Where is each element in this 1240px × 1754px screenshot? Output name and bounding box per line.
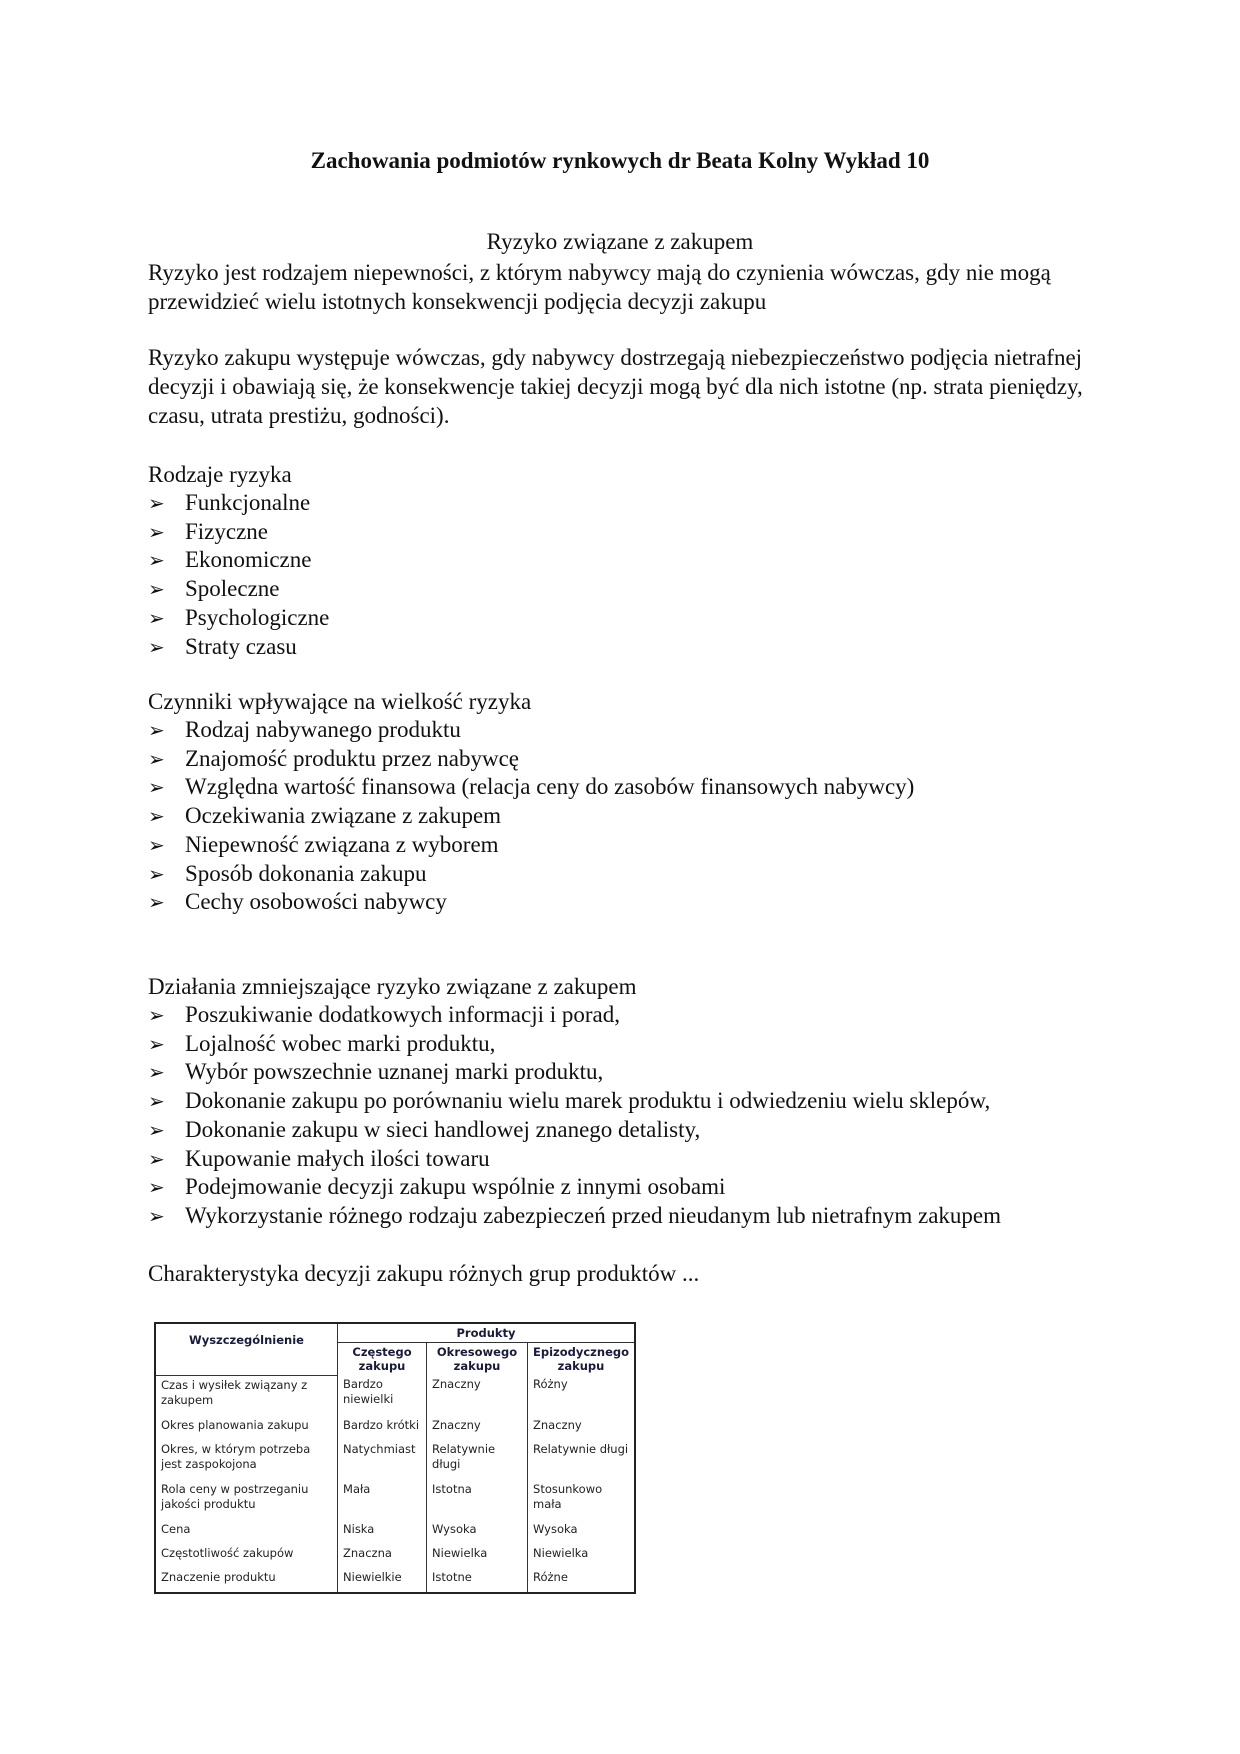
list-item (148, 489, 1098, 518)
section-risk-factors (148, 687, 1098, 917)
header-col0: Wyszczególnienie (155, 1323, 338, 1375)
list-item-text: Wykorzystanie różnego rodzaju zabezpieczeń przed nieudanym lub nietrafnym zakupem (185, 1202, 1002, 1228)
table-cell: Mała (338, 1480, 427, 1520)
table-cell: Relatywnie długi (427, 1440, 528, 1480)
arrow-bullet-icon: ➢ (148, 1089, 165, 1114)
table-cell: Relatywnie długi (528, 1440, 635, 1480)
table-row (155, 1480, 635, 1520)
table-row (155, 1416, 635, 1440)
table-cell: Bardzo niewielki (338, 1375, 427, 1416)
list-item (148, 1001, 1148, 1030)
table-cell: Znaczna (338, 1544, 427, 1568)
list-item-text: Sposób dokonania zakupu (185, 860, 427, 886)
table-cell: Niewielkie (338, 1568, 427, 1593)
list-item (148, 773, 1098, 802)
arrow-bullet-icon: ➢ (148, 1146, 165, 1171)
list-item (148, 1087, 1148, 1116)
arrow-bullet-icon: ➢ (148, 746, 165, 771)
list-item (148, 1173, 1148, 1202)
table-caption: Charakterystyka decyzji zakupu różnych grup produktów ... (148, 1261, 700, 1286)
list-item-text: Dokonanie zakupu po porównaniu wielu marek produktu i odwiedzeniu wielu sklepów, (185, 1088, 991, 1114)
paragraph-purchase-risk: Ryzyko zakupu występuje wówczas, gdy nabywcy dostrzegają niebezpieczeństwo podjęcia nietrafnej decyzji i obawiają się, że konsekwencje takiej decyzji mogą być dla nich istotne (np. strata pieniędzy, czasu, utrata prestiżu, godności). (148, 345, 1083, 428)
list-item (148, 604, 1098, 633)
list-item (148, 575, 1098, 604)
table-cell: Stosunkowo mała (528, 1480, 635, 1520)
arrow-bullet-icon: ➢ (148, 605, 165, 630)
arrow-bullet-icon: ➢ (148, 1060, 165, 1085)
section-subtitle: Ryzyko związane z zakupem (486, 229, 754, 254)
arrow-bullet-icon: ➢ (148, 491, 165, 515)
table-cell: Niewielka (427, 1544, 528, 1568)
table-cell: Znaczny (528, 1416, 635, 1440)
table-cell: Istotne (427, 1568, 528, 1593)
table-cell: Wysoka (528, 1520, 635, 1544)
row-label: Częstotliwość zakupów (161, 1545, 294, 1560)
list-item-text: Dokonanie zakupu w sieci handlowej znanego detalisty, (185, 1116, 701, 1142)
arrow-bullet-icon: ➢ (148, 775, 165, 800)
arrow-bullet-icon: ➢ (148, 804, 165, 829)
table-cell: Istotna (427, 1480, 528, 1520)
list-item-text: Oczekiwania związane z zakupem (185, 803, 502, 829)
list-item (148, 1116, 1148, 1145)
section-heading: Działania zmniejszające ryzyko związane z zakupem (148, 974, 637, 999)
list-item-text: Wybór powszechnie uznanej marki produktu, (185, 1059, 604, 1085)
header-col: Okresowego zakupu (427, 1343, 528, 1376)
arrow-bullet-icon: ➢ (148, 519, 165, 544)
list-item-text: Znajomość produktu przez nabywcę (185, 745, 520, 771)
header-group: Produkty (338, 1323, 635, 1343)
arrow-bullet-icon: ➢ (148, 890, 165, 915)
document-title: Zachowania podmiotów rynkowych dr Beata Kolny Wykład 10 (310, 148, 930, 173)
arrow-bullet-icon: ➢ (148, 1175, 165, 1200)
list-item (148, 633, 1098, 662)
list-item-text: Straty czasu (185, 633, 297, 659)
list-item (148, 1058, 1148, 1087)
section-heading: Rodzaje ryzyka (148, 462, 292, 487)
list-item (148, 518, 1098, 547)
list-item-text: Kupowanie małych ilości towaru (185, 1145, 490, 1171)
list-item-text: Ekonomiczne (185, 547, 312, 573)
row-label: Cena (161, 1521, 191, 1536)
list-item (148, 745, 1098, 774)
section-risk-types (148, 460, 1098, 661)
table-row (155, 1568, 635, 1593)
section-heading: Czynniki wpływające na wielkość ryzyka (148, 689, 532, 714)
arrow-bullet-icon: ➢ (148, 1117, 165, 1142)
header-col: Epizodycznego zakupu (528, 1343, 635, 1376)
row-label: Okres planowania zakupu (161, 1417, 309, 1432)
arrow-bullet-icon: ➢ (148, 832, 165, 857)
arrow-bullet-icon: ➢ (148, 634, 165, 659)
list-item (148, 1145, 1148, 1174)
list-item (148, 1030, 1148, 1059)
table-cell: Znaczny (427, 1375, 528, 1416)
list-item (148, 802, 1098, 831)
list-item-text: Rodzaj nabywanego produktu (185, 717, 461, 742)
list-item-text: Cechy osobowości nabywcy (185, 889, 447, 915)
row-label: Rola ceny w postrzeganiu jakości produktu (161, 1481, 309, 1511)
row-label: Okres, w którym potrzeba jest zaspokojona (161, 1441, 311, 1471)
arrow-bullet-icon: ➢ (148, 577, 165, 602)
table-row (155, 1520, 635, 1544)
list-item-text: Poszukiwanie dodatkowych informacji i porad, (185, 1002, 620, 1027)
list-item (148, 888, 1098, 917)
list-item-text: Podejmowanie decyzji zakupu wspólnie z innymi osobami (185, 1174, 726, 1200)
section-risk-reduction (148, 972, 1148, 1231)
list-item-text: Spoleczne (185, 576, 280, 602)
list-item-text: Względna wartość finansowa (relacja ceny do zasobów finansowych nabywcy) (185, 774, 915, 800)
list-item-text: Niepewność związana z wyborem (185, 831, 499, 857)
table-cell: Niska (338, 1520, 427, 1544)
table-cell: Wysoka (427, 1520, 528, 1544)
arrow-bullet-icon: ➢ (148, 548, 165, 573)
list-item (148, 716, 1098, 745)
row-label: Czas i wysiłek związany z zakupem (161, 1377, 308, 1407)
list-item (148, 546, 1098, 575)
table-cell: Niewielka (528, 1544, 635, 1568)
list-item-text: Funkcjonalne (185, 490, 311, 515)
table-cell: Natychmiast (338, 1440, 427, 1480)
list-item-text: Fizyczne (185, 518, 269, 544)
arrow-bullet-icon: ➢ (148, 1203, 165, 1228)
list-item (148, 1202, 1148, 1231)
list-item-text: Lojalność wobec marki produktu, (185, 1030, 496, 1056)
table-cell: Różny (528, 1375, 635, 1416)
arrow-bullet-icon: ➢ (148, 718, 165, 742)
arrow-bullet-icon: ➢ (148, 1003, 165, 1027)
arrow-bullet-icon: ➢ (148, 861, 165, 886)
table-row (155, 1375, 635, 1416)
table-row (155, 1440, 635, 1480)
table-cell: Różne (528, 1568, 635, 1593)
header-col: Częstego zakupu (338, 1343, 427, 1376)
table-cell: Znaczny (427, 1416, 528, 1440)
list-item (148, 860, 1098, 889)
table-cell: Bardzo krótki (338, 1416, 427, 1440)
list-item (148, 831, 1098, 860)
list-item-text: Psychologiczne (185, 604, 330, 630)
purchase-decision-table (154, 1322, 636, 1594)
paragraph-definition: Ryzyko jest rodzajem niepewności, z którym nabywcy mają do czynienia wówczas, gdy nie mogą przewidzieć wielu istotnych konsekwencji podjęcia decyzji zakupu (148, 260, 1051, 314)
arrow-bullet-icon: ➢ (148, 1031, 165, 1056)
table-row (155, 1544, 635, 1568)
row-label: Znaczenie produktu (161, 1569, 276, 1584)
